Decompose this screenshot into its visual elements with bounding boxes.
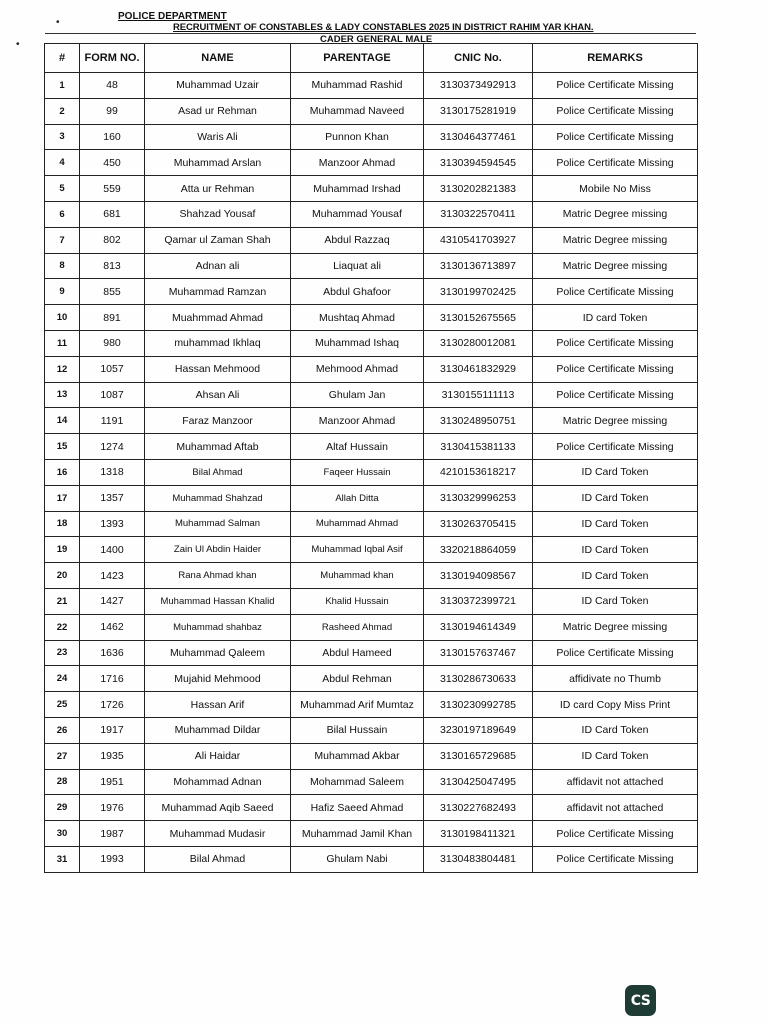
serial-cell: 21 — [45, 588, 80, 614]
form-no-cell: 980 — [80, 330, 145, 356]
remarks-cell: ID Card Token — [533, 717, 698, 743]
table-row — [45, 821, 698, 847]
cnic-cell: 3130286730633 — [424, 666, 533, 692]
cadre-title: CADER GENERAL MALE — [320, 34, 433, 45]
name-cell: Faraz Manzoor — [145, 408, 291, 434]
form-no-cell: 802 — [80, 227, 145, 253]
parentage-cell: Abdul Razzaq — [291, 227, 424, 253]
name-cell: Bilal Ahmad — [145, 846, 291, 872]
table-row — [45, 666, 698, 692]
parentage-cell: Manzoor Ahmad — [291, 150, 424, 176]
remarks-cell: ID Card Token — [533, 537, 698, 563]
serial-cell: 4 — [45, 150, 80, 176]
name-cell: Muhammad Mudasir — [145, 821, 291, 847]
name-cell: Muhammad Uzair — [145, 73, 291, 99]
name-cell: Adnan ali — [145, 253, 291, 279]
logo-text: CS — [630, 992, 651, 1009]
parentage-cell: Muhammad Irshad — [291, 176, 424, 202]
serial-cell: 7 — [45, 227, 80, 253]
table-row — [45, 588, 698, 614]
form-no-cell: 1726 — [80, 692, 145, 718]
cnic-cell: 3130198411321 — [424, 821, 533, 847]
serial-cell: 18 — [45, 511, 80, 537]
table-row — [45, 614, 698, 640]
form-no-cell: 1357 — [80, 485, 145, 511]
remarks-cell: ID card Token — [533, 305, 698, 331]
remarks-cell: Police Certificate Missing — [533, 98, 698, 124]
name-cell: Atta ur Rehman — [145, 176, 291, 202]
name-cell: Muhammad Ramzan — [145, 279, 291, 305]
table-row — [45, 511, 698, 537]
name-cell: Muhammad Dildar — [145, 717, 291, 743]
cnic-cell: 3130263705415 — [424, 511, 533, 537]
parentage-cell: Rasheed Ahmad — [291, 614, 424, 640]
form-no-cell: 1993 — [80, 846, 145, 872]
serial-cell: 19 — [45, 537, 80, 563]
parentage-cell: Mehmood Ahmad — [291, 356, 424, 382]
form-no-cell: 1976 — [80, 795, 145, 821]
remarks-cell: ID Card Token — [533, 511, 698, 537]
table-row — [45, 73, 698, 99]
parentage-cell: Allah Ditta — [291, 485, 424, 511]
form-no-cell: 1935 — [80, 743, 145, 769]
parentage-cell: Muhammad khan — [291, 563, 424, 589]
serial-cell: 12 — [45, 356, 80, 382]
cnic-cell: 3130136713897 — [424, 253, 533, 279]
serial-cell: 28 — [45, 769, 80, 795]
parentage-cell: Punnon Khan — [291, 124, 424, 150]
parentage-cell: Muhammad Rashid — [291, 73, 424, 99]
cnic-cell: 3130165729685 — [424, 743, 533, 769]
name-cell: Muhammad Aftab — [145, 434, 291, 460]
remarks-cell: ID Card Token — [533, 459, 698, 485]
table-row — [45, 795, 698, 821]
cnic-cell: 3130280012081 — [424, 330, 533, 356]
serial-cell: 9 — [45, 279, 80, 305]
remarks-cell: Police Certificate Missing — [533, 821, 698, 847]
serial-cell: 17 — [45, 485, 80, 511]
parentage-cell: Manzoor Ahmad — [291, 408, 424, 434]
table-row — [45, 717, 698, 743]
table-row — [45, 279, 698, 305]
remarks-cell: ID Card Token — [533, 743, 698, 769]
serial-cell: 22 — [45, 614, 80, 640]
cnic-cell: 4310541703927 — [424, 227, 533, 253]
serial-cell: 6 — [45, 201, 80, 227]
serial-cell: 20 — [45, 563, 80, 589]
serial-cell: 30 — [45, 821, 80, 847]
form-no-cell: 160 — [80, 124, 145, 150]
name-cell: Muhammad Salman — [145, 511, 291, 537]
table-row — [45, 201, 698, 227]
name-cell: Rana Ahmad khan — [145, 563, 291, 589]
name-cell: Hassan Mehmood — [145, 356, 291, 382]
serial-cell: 14 — [45, 408, 80, 434]
column-header: REMARKS — [533, 44, 698, 73]
cnic-cell: 3130461832929 — [424, 356, 533, 382]
cnic-cell: 3130372399721 — [424, 588, 533, 614]
name-cell: Muhammad Shahzad — [145, 485, 291, 511]
candidates-table — [44, 43, 698, 873]
serial-cell: 24 — [45, 666, 80, 692]
remarks-cell: affidavit not attached — [533, 795, 698, 821]
remarks-cell: ID Card Token — [533, 485, 698, 511]
form-no-cell: 99 — [80, 98, 145, 124]
parentage-cell: Ghulam Jan — [291, 382, 424, 408]
form-no-cell: 1393 — [80, 511, 145, 537]
table-row — [45, 253, 698, 279]
cnic-cell: 3130230992785 — [424, 692, 533, 718]
serial-cell: 15 — [45, 434, 80, 460]
table-row — [45, 382, 698, 408]
cnic-cell: 3130373492913 — [424, 73, 533, 99]
form-no-cell: 1057 — [80, 356, 145, 382]
cnic-cell: 3130194098567 — [424, 563, 533, 589]
remarks-cell: Police Certificate Missing — [533, 434, 698, 460]
remarks-cell: Police Certificate Missing — [533, 382, 698, 408]
serial-cell: 5 — [45, 176, 80, 202]
name-cell: muhammad Ikhlaq — [145, 330, 291, 356]
name-cell: Muahmmad Ahmad — [145, 305, 291, 331]
form-no-cell: 1462 — [80, 614, 145, 640]
cnic-cell: 3130202821383 — [424, 176, 533, 202]
form-no-cell: 1423 — [80, 563, 145, 589]
parentage-cell: Muhammad Arif Mumtaz — [291, 692, 424, 718]
name-cell: Muhammad Arslan — [145, 150, 291, 176]
form-no-cell: 1987 — [80, 821, 145, 847]
form-no-cell: 1087 — [80, 382, 145, 408]
parentage-cell: Muhammad Jamil Khan — [291, 821, 424, 847]
remarks-cell: Matric Degree missing — [533, 253, 698, 279]
parentage-cell: Hafiz Saeed Ahmad — [291, 795, 424, 821]
table-row — [45, 227, 698, 253]
parentage-cell: Muhammad Ahmad — [291, 511, 424, 537]
scan-dot: • — [56, 17, 60, 28]
remarks-cell: Matric Degree missing — [533, 201, 698, 227]
serial-cell: 27 — [45, 743, 80, 769]
form-no-cell: 1427 — [80, 588, 145, 614]
parentage-cell: Liaquat ali — [291, 253, 424, 279]
parentage-cell: Muhammad Naveed — [291, 98, 424, 124]
remarks-cell: Police Certificate Missing — [533, 150, 698, 176]
table-row — [45, 485, 698, 511]
name-cell: Qamar ul Zaman Shah — [145, 227, 291, 253]
table-row — [45, 640, 698, 666]
serial-cell: 1 — [45, 73, 80, 99]
serial-cell: 3 — [45, 124, 80, 150]
remarks-cell: Mobile No Miss — [533, 176, 698, 202]
table-row — [45, 176, 698, 202]
parentage-cell: Muhammad Akbar — [291, 743, 424, 769]
name-cell: Muhammad Qaleem — [145, 640, 291, 666]
parentage-cell: Faqeer Hussain — [291, 459, 424, 485]
table-row — [45, 150, 698, 176]
cnic-cell: 3130157637467 — [424, 640, 533, 666]
remarks-cell: ID Card Token — [533, 563, 698, 589]
cnic-cell: 4210153618217 — [424, 459, 533, 485]
form-no-cell: 450 — [80, 150, 145, 176]
remarks-cell: ID Card Token — [533, 588, 698, 614]
cnic-cell: 3130194614349 — [424, 614, 533, 640]
remarks-cell: ID card Copy Miss Print — [533, 692, 698, 718]
table-body — [45, 73, 698, 873]
form-no-cell: 1917 — [80, 717, 145, 743]
table-row — [45, 769, 698, 795]
table-row — [45, 356, 698, 382]
table-row — [45, 98, 698, 124]
serial-cell: 26 — [45, 717, 80, 743]
name-cell: Bilal Ahmad — [145, 459, 291, 485]
table-row — [45, 330, 698, 356]
table-row — [45, 563, 698, 589]
table-row — [45, 305, 698, 331]
scan-dot: • — [16, 39, 20, 50]
cnic-cell: 3130329996253 — [424, 485, 533, 511]
parentage-cell: Altaf Hussain — [291, 434, 424, 460]
name-cell: Waris Ali — [145, 124, 291, 150]
serial-cell: 8 — [45, 253, 80, 279]
table-row — [45, 846, 698, 872]
form-no-cell: 1400 — [80, 537, 145, 563]
column-header: # — [45, 44, 80, 73]
serial-cell: 2 — [45, 98, 80, 124]
table-row — [45, 459, 698, 485]
name-cell: Muhammad shahbaz — [145, 614, 291, 640]
remarks-cell: Matric Degree missing — [533, 614, 698, 640]
parentage-cell: Khalid Hussain — [291, 588, 424, 614]
remarks-cell: Police Certificate Missing — [533, 124, 698, 150]
remarks-cell: affidavit not attached — [533, 769, 698, 795]
name-cell: Muhammad Hassan Khalid — [145, 588, 291, 614]
form-no-cell: 1636 — [80, 640, 145, 666]
serial-cell: 13 — [45, 382, 80, 408]
name-cell: Ahsan Ali — [145, 382, 291, 408]
form-no-cell: 681 — [80, 201, 145, 227]
remarks-cell: Police Certificate Missing — [533, 330, 698, 356]
serial-cell: 16 — [45, 459, 80, 485]
cnic-cell: 3130227682493 — [424, 795, 533, 821]
department-title: POLICE DEPARTMENT — [118, 11, 227, 22]
cnic-cell: 3130464377461 — [424, 124, 533, 150]
remarks-cell: Police Certificate Missing — [533, 640, 698, 666]
parentage-cell: Mohammad Saleem — [291, 769, 424, 795]
cnic-cell: 3130152675565 — [424, 305, 533, 331]
form-no-cell: 1274 — [80, 434, 145, 460]
remarks-cell: affidivate no Thumb — [533, 666, 698, 692]
camscanner-logo-icon — [625, 985, 656, 1016]
remarks-cell: Matric Degree missing — [533, 408, 698, 434]
table-row — [45, 743, 698, 769]
cnic-cell: 3130322570411 — [424, 201, 533, 227]
form-no-cell: 891 — [80, 305, 145, 331]
form-no-cell: 1191 — [80, 408, 145, 434]
cnic-cell: 3230197189649 — [424, 717, 533, 743]
table-header-row — [45, 44, 698, 73]
column-header: NAME — [145, 44, 291, 73]
cnic-cell: 3130483804481 — [424, 846, 533, 872]
table-row — [45, 434, 698, 460]
name-cell: Muhammad Aqib Saeed — [145, 795, 291, 821]
column-header: FORM NO. — [80, 44, 145, 73]
parentage-cell: Mushtaq Ahmad — [291, 305, 424, 331]
cnic-cell: 3130415381133 — [424, 434, 533, 460]
remarks-cell: Police Certificate Missing — [533, 279, 698, 305]
name-cell: Zain Ul Abdin Haider — [145, 537, 291, 563]
serial-cell: 29 — [45, 795, 80, 821]
form-no-cell: 855 — [80, 279, 145, 305]
cnic-cell: 3130425047495 — [424, 769, 533, 795]
form-no-cell: 1716 — [80, 666, 145, 692]
cnic-cell: 3130248950751 — [424, 408, 533, 434]
remarks-cell: Police Certificate Missing — [533, 846, 698, 872]
parentage-cell: Bilal Hussain — [291, 717, 424, 743]
parentage-cell: Ghulam Nabi — [291, 846, 424, 872]
form-no-cell: 559 — [80, 176, 145, 202]
remarks-cell: Police Certificate Missing — [533, 356, 698, 382]
parentage-cell: Abdul Rehman — [291, 666, 424, 692]
table-row — [45, 408, 698, 434]
parentage-cell: Muhammad Iqbal Asif — [291, 537, 424, 563]
name-cell: Hassan Arif — [145, 692, 291, 718]
form-no-cell: 1951 — [80, 769, 145, 795]
serial-cell: 11 — [45, 330, 80, 356]
cnic-cell: 3130199702425 — [424, 279, 533, 305]
name-cell: Mujahid Mehmood — [145, 666, 291, 692]
cnic-cell: 3130394594545 — [424, 150, 533, 176]
serial-cell: 23 — [45, 640, 80, 666]
remarks-cell: Police Certificate Missing — [533, 73, 698, 99]
serial-cell: 25 — [45, 692, 80, 718]
form-no-cell: 1318 — [80, 459, 145, 485]
name-cell: Ali Haidar — [145, 743, 291, 769]
form-no-cell: 813 — [80, 253, 145, 279]
cnic-cell: 3130175281919 — [424, 98, 533, 124]
form-no-cell: 48 — [80, 73, 145, 99]
name-cell: Asad ur Rehman — [145, 98, 291, 124]
name-cell: Shahzad Yousaf — [145, 201, 291, 227]
parentage-cell: Muhammad Ishaq — [291, 330, 424, 356]
remarks-cell: Matric Degree missing — [533, 227, 698, 253]
table-row — [45, 692, 698, 718]
serial-cell: 31 — [45, 846, 80, 872]
column-header: CNIC No. — [424, 44, 533, 73]
parentage-cell: Abdul Ghafoor — [291, 279, 424, 305]
cnic-cell: 3320218864059 — [424, 537, 533, 563]
parentage-cell: Abdul Hameed — [291, 640, 424, 666]
parentage-cell: Muhammad Yousaf — [291, 201, 424, 227]
name-cell: Mohammad Adnan — [145, 769, 291, 795]
column-header: PARENTAGE — [291, 44, 424, 73]
table-row — [45, 537, 698, 563]
cnic-cell: 3130155111113 — [424, 382, 533, 408]
recruitment-title: RECRUITMENT OF CONSTABLES & LADY CONSTABLES 2025 IN DISTRICT RAHIM YAR KHAN. — [173, 22, 594, 33]
table-row — [45, 124, 698, 150]
serial-cell: 10 — [45, 305, 80, 331]
